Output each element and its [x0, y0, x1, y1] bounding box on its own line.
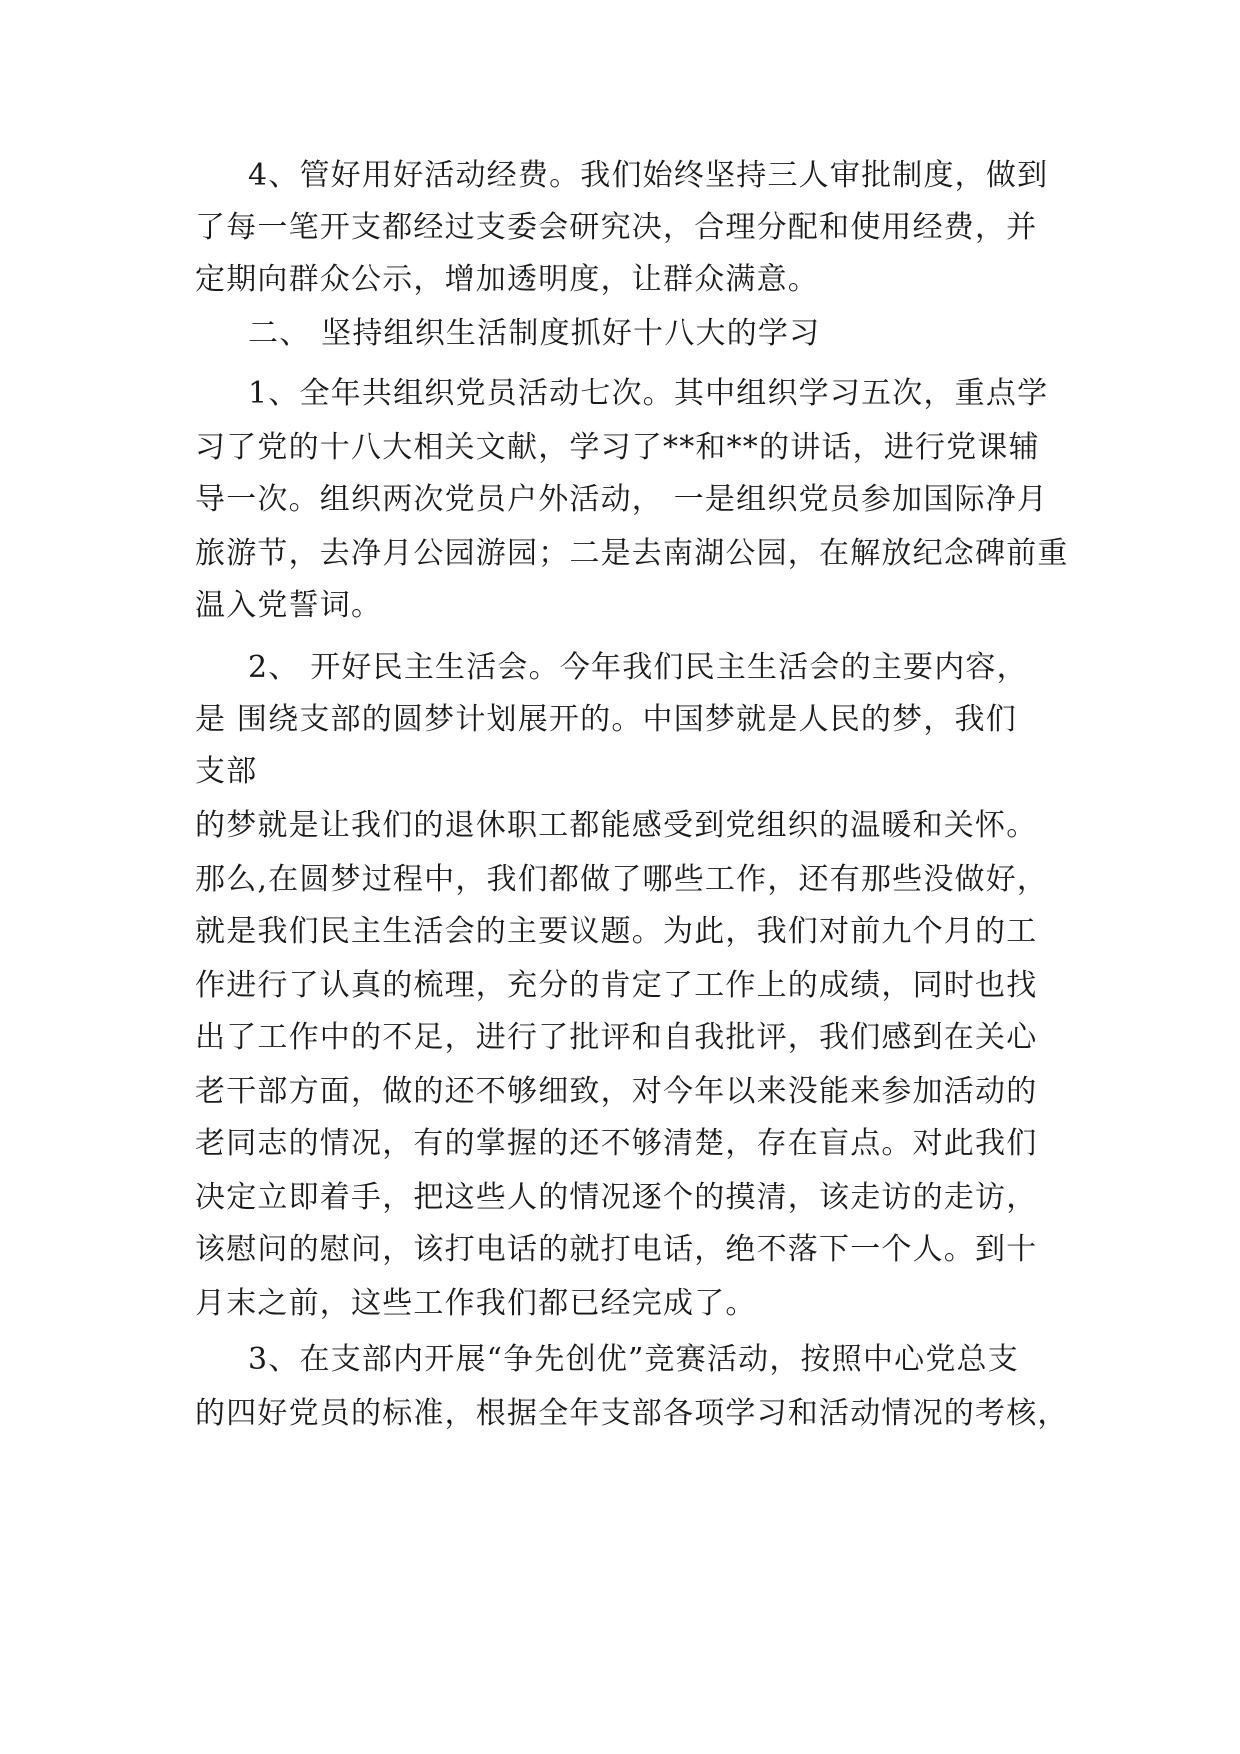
paragraph-line: 习了党的十八大相关文献，学习了**和**的讲话，进行党课辅 — [195, 430, 1040, 465]
paragraph-line: 导一次。组织两次党员户外活动， 一是组织党员参加国际净月 — [195, 482, 1049, 517]
paragraph-line: 温入党誓词。 — [195, 588, 383, 623]
paragraph-line: 老同志的情况，有的掌握的还不够清楚，存在盲点。对此我们 — [195, 1126, 1038, 1161]
paragraph-line: 作进行了认真的梳理，充分的肯定了工作上的成绩，同时也找 — [195, 968, 1038, 1003]
paragraph-line: 3、在支部内开展“争先创优”竞赛活动，按照中心党总支 — [248, 1342, 1019, 1377]
paragraph-line: 老干部方面，做的还不够细致，对今年以来没能来参加活动的 — [195, 1074, 1038, 1109]
paragraph-line: 的梦就是让我们的退休职工都能感受到党组织的温暖和关怀。 — [195, 808, 1038, 843]
paragraph-line: 就是我们民主生活会的主要议题。为此，我们对前九个月的工 — [195, 914, 1038, 949]
paragraph-line: 1、全年共组织党员活动七次。其中组织学习五次，重点学 — [248, 376, 1049, 411]
paragraph-line: 了每一笔开支都经过支委会研究决，合理分配和使用经费，并 — [195, 210, 1038, 245]
paragraph-line: 决定立即着手，把这些人的情况逐个的摸清，该走访的走访， — [195, 1180, 1038, 1215]
paragraph-line: 出了工作中的不足，进行了批评和自我批评，我们感到在关心 — [195, 1020, 1038, 1055]
paragraph-line: 2、 开好民主生活会。今年我们民主生活会的主要内容， — [248, 650, 1028, 685]
paragraph-line: 该慰问的慰问，该打电话的就打电话，绝不落下一个人。到十 — [195, 1232, 1038, 1267]
paragraph-line: 是 围绕支部的圆梦计划展开的。中国梦就是人民的梦，我们 — [195, 702, 1017, 737]
paragraph-line: 支部 — [195, 754, 258, 789]
paragraph-line: 定期向群众公示，增加透明度，让群众满意。 — [195, 262, 819, 297]
paragraph-line: 那么,在圆梦过程中，我们都做了哪些工作，还有那些没做好， — [195, 862, 1049, 897]
section-heading: 二、 坚持组织生活制度抓好十八大的学习 — [248, 316, 821, 351]
paragraph-line: 旅游节，去净月公园游园；二是去南湖公园，在解放纪念碑前重 — [195, 536, 1069, 571]
paragraph-line: 的四好党员的标准，根据全年支部各项学习和活动情况的考核， — [195, 1396, 1069, 1431]
paragraph-line: 月末之前，这些工作我们都已经完成了。 — [195, 1286, 757, 1321]
paragraph-line: 4、管好用好活动经费。我们始终坚持三人审批制度，做到 — [248, 158, 1049, 193]
